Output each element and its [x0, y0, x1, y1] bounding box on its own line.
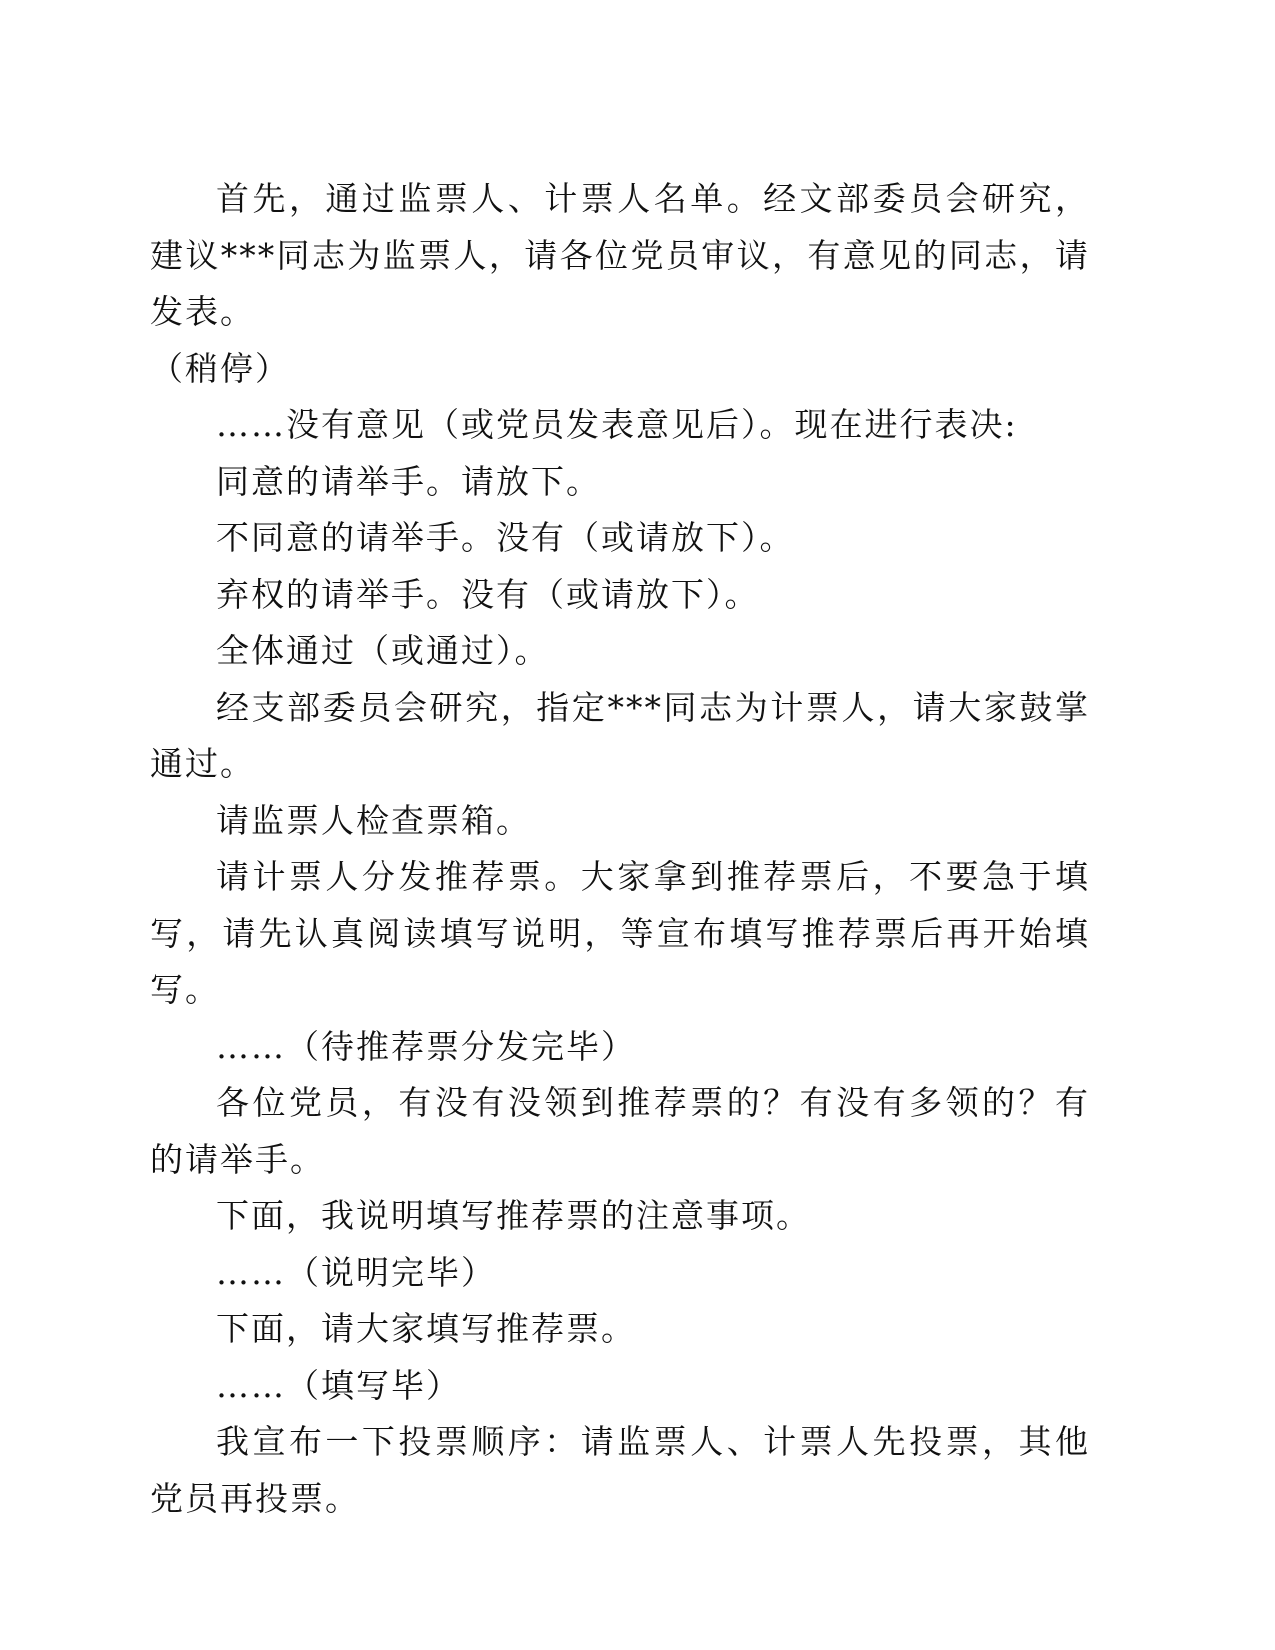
paragraph: 全体通过（或通过）。 — [216, 631, 550, 670]
paragraph: 请计票人分发推荐票。大家拿到推荐票后，不要急于填写，请先认真阅读填写说明，等宣布填写推荐票后再开始填写。 — [150, 857, 1090, 1009]
paragraph: （稍停） — [150, 348, 290, 388]
paragraph: 下面，请大家填写推荐票。 — [216, 1309, 636, 1348]
paragraph: ……没有意见（或党员发表意见后）。现在进行表决: — [216, 405, 1018, 444]
paragraph: 下面，我说明填写推荐票的注意事项。 — [216, 1196, 811, 1235]
paragraph: 我宣布一下投票顺序：请监票人、计票人先投票，其他党员再投票。 — [150, 1422, 1090, 1518]
paragraph: 同意的请举手。请放下。 — [216, 461, 601, 501]
paragraph: 首先，通过监票人、计票人名单。经文部委员会研究，建议***同志为监票人，请各位党员审议，有意见的同志，请发表。 — [150, 179, 1090, 331]
paragraph: ……（填写毕） — [216, 1365, 461, 1405]
document-body — [150, 171, 1090, 1527]
paragraph: 请监票人检查票箱。 — [216, 800, 531, 840]
paragraph: ……（说明完毕） — [216, 1252, 496, 1292]
paragraph: 弃权的请举手。没有（或请放下）。 — [216, 574, 760, 614]
paragraph: 各位党员，有没有没领到推荐票的？有没有多领的？有的请举手。 — [150, 1083, 1090, 1179]
paragraph: 经支部委员会研究，指定***同志为计票人，请大家鼓掌通过。 — [150, 687, 1090, 783]
paragraph: 不同意的请举手。没有（或请放下）。 — [216, 518, 795, 557]
paragraph: ……（待推荐票分发完毕） — [216, 1026, 636, 1066]
